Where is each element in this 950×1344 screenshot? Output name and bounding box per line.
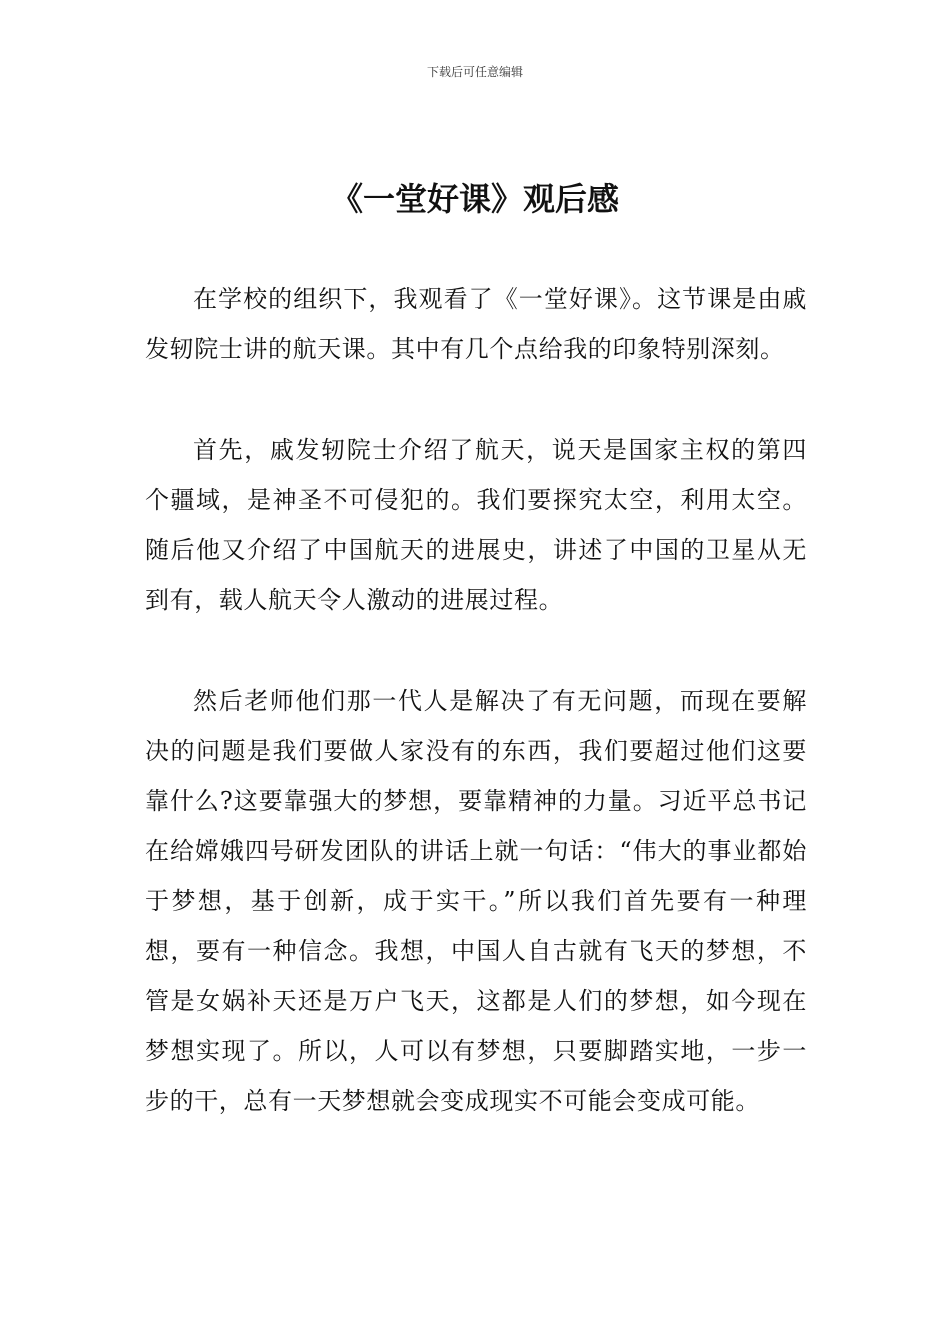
paragraph-2: 首先，戚发轫院士介绍了航天，说天是国家主权的第四个疆域，是神圣不可侵犯的。我们要探究太空，利用太空。随后他又介绍了中国航天的进展史，讲述了中国的卫星从无到有，载人航天令人激动的进展过程。 <box>145 436 807 614</box>
header-note: 下载后可任意编辑 <box>426 65 523 79</box>
document-title: 《一堂好课》观后感 <box>330 180 619 218</box>
document-body <box>145 274 807 1126</box>
paragraph-3: 然后老师他们那一代人是解决了有无问题，而现在要解决的问题是我们要做人家没有的东西，我们要超过他们这要靠什么?这要靠强大的梦想，要靠精神的力量。习近平总书记在给嫦娥四号研发团队的讲话上就一句话：“伟大的事业都始于梦想，基于创新，成于实干。”所以我们首先要有一种理想，要有一种信念。我想，中国人自古就有飞天的梦想，不管是女娲补天还是万户飞天，这都是人们的梦想，如今现在梦想实现了。所以，人可以有梦想，只要脚踏实地，一步一步的干，总有一天梦想就会变成现实不可能会变成可能。 <box>145 687 807 1115</box>
paragraph-1: 在学校的组织下，我观看了《一堂好课》。这节课是由戚发轫院士讲的航天课。其中有几个点给我的印象特别深刻。 <box>145 285 807 363</box>
